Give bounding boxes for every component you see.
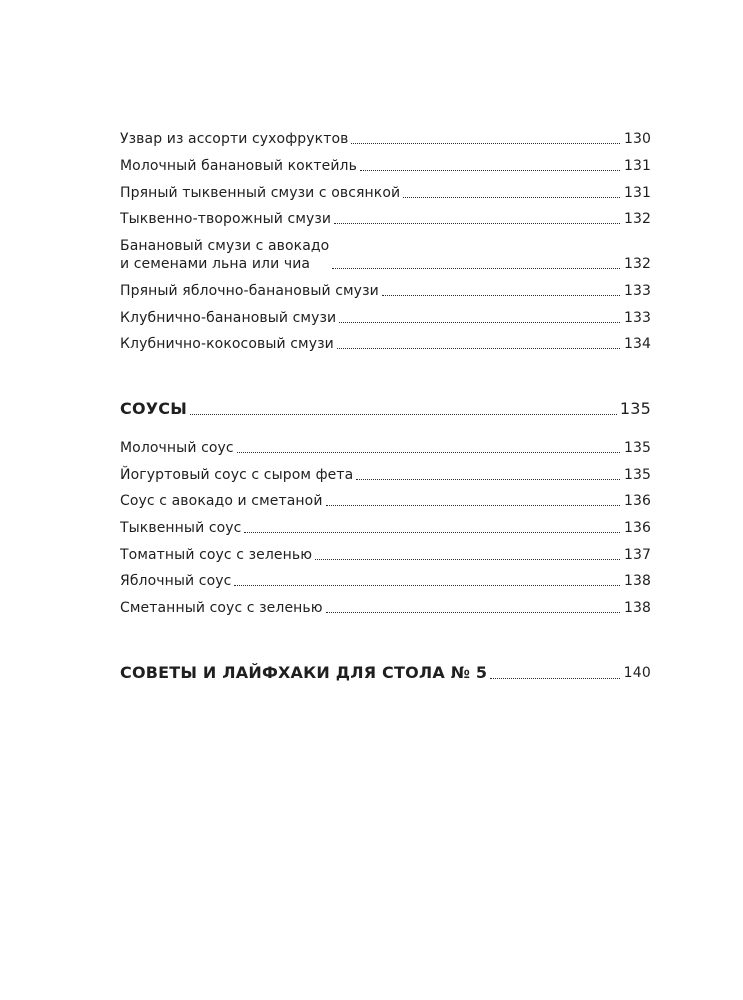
toc-entry-title: Соус с авокадо и сметаной: [120, 493, 323, 509]
toc-entry-title: Тыквенно-творожный смузи: [120, 211, 332, 227]
toc-entry-page: 130: [623, 131, 651, 147]
dot-leader: [490, 678, 620, 679]
toc-entry-page: 132: [623, 211, 651, 227]
dot-leader: [326, 505, 620, 506]
toc-entry-page: 138: [623, 573, 651, 589]
toc-entry: [120, 157, 651, 175]
toc-section-heading: [120, 663, 651, 683]
toc-entry-title-line2: и семенами льна или чиа: [120, 256, 311, 272]
toc-entry-title: Молочный соус: [120, 440, 234, 456]
toc-entry-title: Томатный соус с зеленью: [120, 547, 313, 563]
toc-entry-page: 137: [623, 547, 651, 563]
toc-entry: [120, 439, 651, 457]
toc-entry-page: 133: [623, 283, 651, 299]
dot-leader: [403, 197, 620, 198]
dot-leader: [237, 452, 620, 453]
section-heading-page: 140: [623, 665, 651, 681]
toc-entry: [120, 130, 651, 148]
section-heading-page: 135: [619, 399, 651, 418]
toc-entry: [120, 519, 651, 537]
dot-leader: [326, 612, 620, 613]
toc-entry-page: 136: [623, 520, 651, 536]
toc-entry-title: Узвар из ассорти сухофруктов: [120, 131, 349, 147]
toc-entry-page: 133: [623, 310, 651, 326]
toc-entry: [120, 184, 651, 202]
toc-entry-title: Сметанный соус с зеленью: [120, 600, 323, 616]
dot-leader: [382, 295, 620, 296]
toc-entry-title: Пряный тыквенный смузи с овсянкой: [120, 185, 401, 201]
toc-entry-title: Клубнично-банановый смузи: [120, 310, 337, 326]
toc-entry-page: 135: [623, 467, 651, 483]
dot-leader: [356, 479, 620, 480]
toc-entry-title: Молочный банановый коктейль: [120, 158, 357, 174]
toc-entry-page: 132: [623, 256, 651, 272]
dot-leader: [337, 348, 620, 349]
toc-entry: [120, 466, 651, 484]
dot-leader: [234, 585, 620, 586]
toc-entry: [120, 492, 651, 510]
toc-entry-page: 134: [623, 336, 651, 352]
dot-leader: [332, 268, 620, 269]
dot-leader: [351, 143, 620, 144]
toc-entry-title: Йогуртовый соус с сыром фета: [120, 467, 354, 483]
section-heading-title: СОУСЫ: [120, 399, 187, 418]
toc-entry-page: 135: [623, 440, 651, 456]
toc-entry-page: 136: [623, 493, 651, 509]
dot-leader: [339, 322, 620, 323]
toc-entry-page: 131: [623, 185, 651, 201]
toc-entry: [120, 335, 651, 353]
toc-entry-page: 138: [623, 600, 651, 616]
toc-entry-page: 131: [623, 158, 651, 174]
toc-entry-title-line1: Банановый смузи с авокадо: [120, 238, 330, 254]
toc-entry: [120, 572, 651, 590]
dot-leader: [334, 223, 620, 224]
toc-section-heading: [120, 399, 651, 419]
toc-entry: [120, 282, 651, 300]
toc-entry-title: Пряный яблочно-банановый смузи: [120, 283, 379, 299]
toc-entry-title: [120, 237, 329, 273]
toc-entry-title: Яблочный соус: [120, 573, 232, 589]
toc-entry: [120, 210, 651, 228]
section-heading-title: СОВЕТЫ И ЛАЙФХАКИ ДЛЯ СТОЛА № 5: [120, 663, 488, 682]
toc-entry: [120, 309, 651, 327]
toc-entry: [120, 237, 651, 273]
dot-leader: [315, 559, 620, 560]
toc-entry: [120, 599, 651, 617]
dot-leader: [360, 170, 620, 171]
toc-entry-title: Клубнично-кокосовый смузи: [120, 336, 334, 352]
dot-leader: [244, 532, 620, 533]
toc-entry-title: Тыквенный соус: [120, 520, 242, 536]
toc-entry: [120, 546, 651, 564]
dot-leader: [190, 414, 617, 415]
